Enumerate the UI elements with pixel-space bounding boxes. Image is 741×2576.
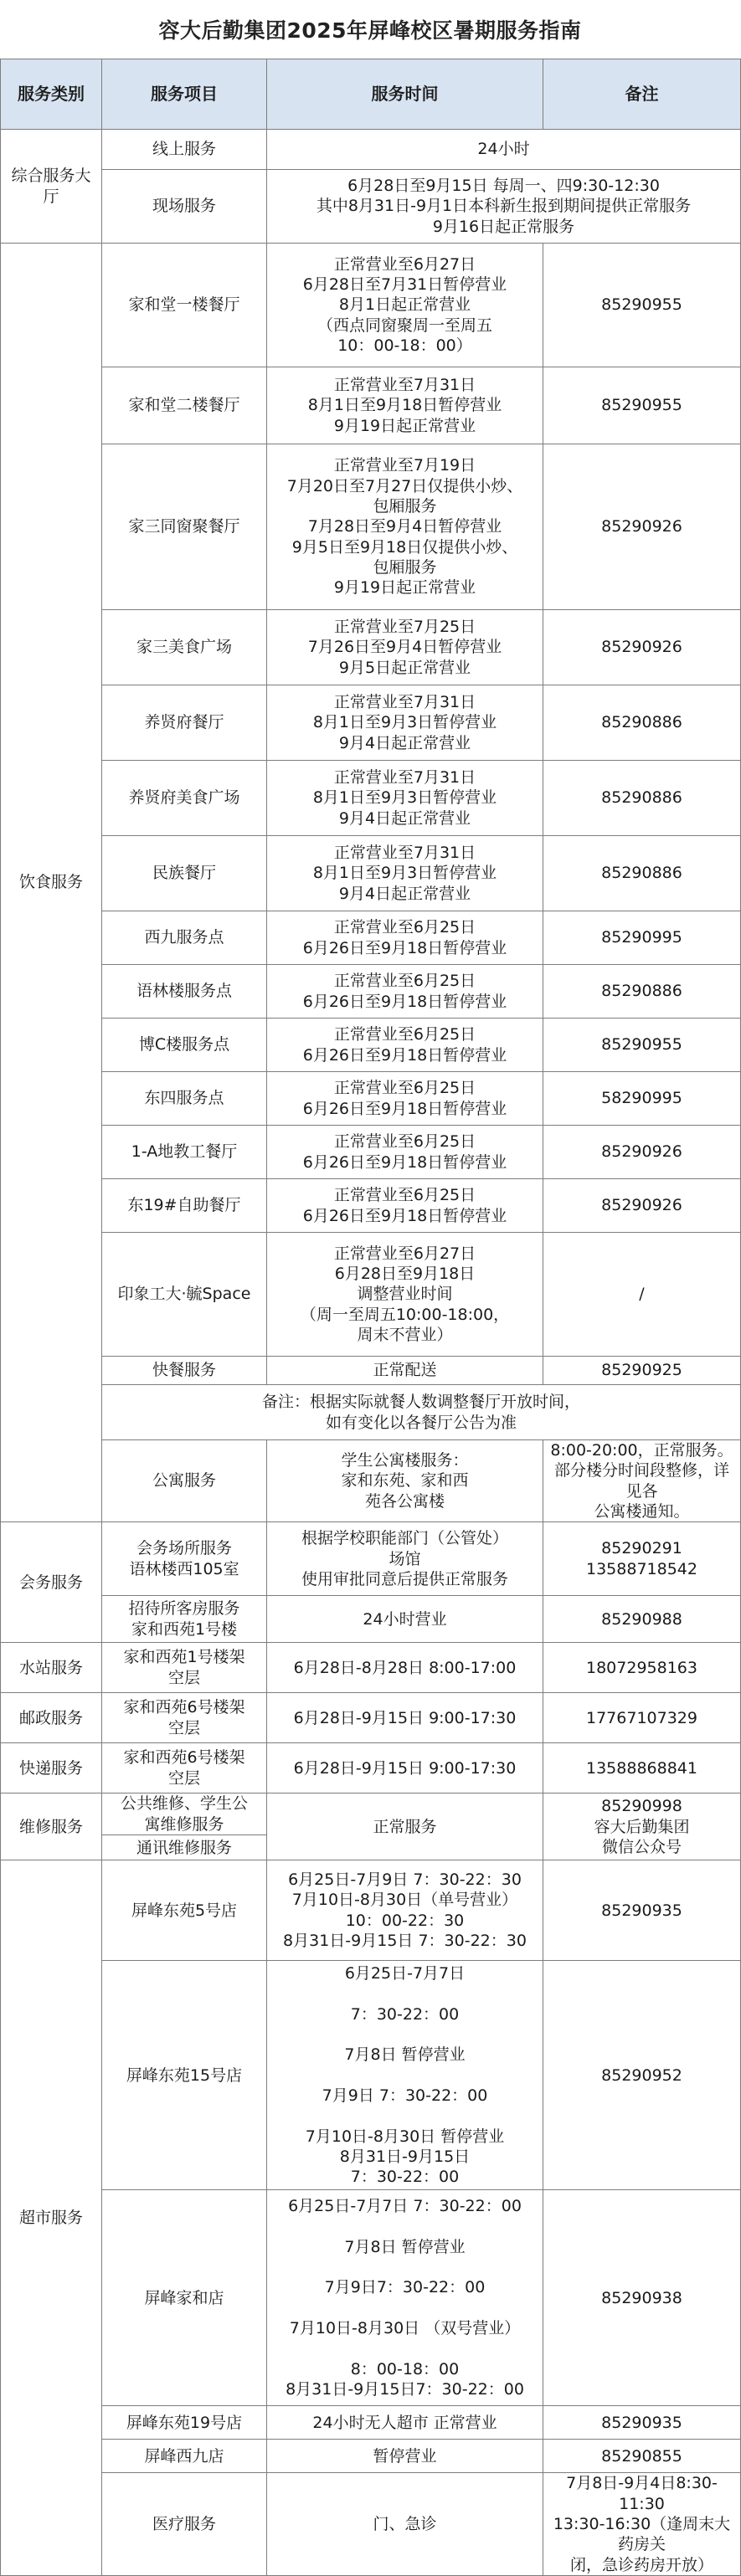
service-time: 正常营业至7月25日 7月26日至9月4日暂停营业 9月5日起正常营业	[267, 610, 543, 685]
service-item: 屏峰家和店	[102, 2190, 267, 2406]
table-row	[1, 1126, 741, 1179]
service-note: 85290291 13588718542	[543, 1522, 741, 1596]
table-row	[1, 1179, 741, 1233]
table-body	[1, 130, 741, 2576]
service-note: 85290938	[543, 2190, 741, 2406]
service-item: 门、急诊	[267, 2473, 543, 2576]
service-time: 正常营业至7月31日 8月1日至9月18日暂停营业 9月19日起正常营业	[267, 367, 543, 444]
service-item: 学生公寓楼服务： 家和东苑、家和西 苑各公寓楼	[267, 1440, 543, 1522]
service-category: 维修服务	[1, 1793, 102, 1860]
service-note: 85290952	[543, 1961, 741, 2190]
service-item: 家三同窗聚餐厅	[102, 444, 267, 610]
service-item: 屏峰东苑5号店	[102, 1860, 267, 1961]
service-category: 快递服务	[1, 1743, 102, 1793]
service-note: 85290926	[543, 610, 741, 685]
service-item: 通讯维修服务	[102, 1835, 267, 1860]
service-item: 博C楼服务点	[102, 1019, 267, 1072]
table-row	[1, 1743, 741, 1793]
service-item: 屏峰西九店	[102, 2440, 267, 2473]
table-row	[1, 244, 741, 367]
service-category: 医疗服务	[102, 2473, 267, 2576]
service-time: 7月8日-9月4日8:30-11:30 13:30-16:30（逢周末大药房关 闭，急诊药房开放）	[543, 2473, 741, 2576]
table-row	[1, 1440, 741, 1522]
memo-cell: 备注：根据实际就餐人数调整餐厅开放时间， 如有变化以各餐厅公告为准	[102, 1385, 741, 1440]
table-row	[1, 1385, 741, 1440]
table-row	[1, 836, 741, 911]
table-row	[1, 130, 741, 170]
service-note: 85290855	[543, 2440, 741, 2473]
table-row	[1, 2440, 741, 2473]
table-row	[1, 1793, 741, 1835]
service-item: 养贤府美食广场	[102, 761, 267, 836]
table-row	[1, 2473, 741, 2576]
service-category: 饮食服务	[1, 244, 102, 1522]
service-time: 24小时	[267, 130, 741, 170]
service-item: 家和西苑6号楼架 空层	[102, 1743, 267, 1793]
service-item: 民族餐厅	[102, 836, 267, 911]
service-note: 85290886	[543, 836, 741, 911]
service-item: 现场服务	[102, 170, 267, 244]
service-note: 85290886	[543, 685, 741, 761]
table-row	[1, 1596, 741, 1643]
table-row	[1, 1643, 741, 1693]
service-time: 6月28日-8月28日 8:00-17:00	[267, 1643, 543, 1693]
service-item: 家和堂二楼餐厅	[102, 367, 267, 444]
service-item: 东19#自助餐厅	[102, 1179, 267, 1233]
service-item: 线上服务	[102, 130, 267, 170]
service-category: 会务服务	[1, 1522, 102, 1643]
service-time: 6月25日-7月7日 7：30-22：00 7月8日 暂停营业 7月9日 7：30-22：00 7月10日-8月30日 暂停营业 8月31日-9月15日 7：30-22：00	[267, 1961, 543, 2190]
service-note: 85290998 容大后勤集团 微信公众号	[543, 1793, 741, 1860]
service-note: 18072958163	[543, 1643, 741, 1693]
header-item: 服务项目	[102, 59, 267, 130]
service-guide-table	[0, 59, 741, 2576]
service-note: 85290926	[543, 1179, 741, 1233]
service-note: /	[543, 1233, 741, 1357]
header-time: 服务时间	[267, 59, 543, 130]
service-time: 正常营业至6月27日 6月28日至9月18日 调整营业时间 （周一至周五10:00-18:00， 周末不营业）	[267, 1233, 543, 1357]
service-category: 超市服务	[1, 1860, 102, 2576]
service-time: 正常营业至6月25日 6月26日至9月18日暂停营业	[267, 1072, 543, 1126]
service-note: 85290988	[543, 1596, 741, 1643]
service-time: 8:00-20:00，正常服务。 部分楼分时间段整修，详见各 公寓楼通知。	[543, 1440, 741, 1522]
service-note: 13588868841	[543, 1743, 741, 1793]
service-time: 根据学校职能部门（公管处） 场馆 使用审批同意后提供正常服务	[267, 1522, 543, 1596]
service-time: 24小时营业	[267, 1596, 543, 1643]
service-time: 24小时无人超市 正常营业	[267, 2406, 543, 2440]
table-row	[1, 1522, 741, 1596]
table-row	[1, 911, 741, 965]
service-time: 正常配送	[267, 1357, 543, 1385]
table-row	[1, 610, 741, 685]
table-row	[1, 1961, 741, 2190]
service-note: 85290926	[543, 1126, 741, 1179]
service-item: 家和西苑6号楼架 空层	[102, 1693, 267, 1743]
table-row	[1, 1019, 741, 1072]
service-note: 85290955	[543, 1019, 741, 1072]
service-item: 屏峰东苑15号店	[102, 1961, 267, 2190]
service-time: 正常营业至6月25日 6月26日至9月18日暂停营业	[267, 911, 543, 965]
service-time: 正常服务	[267, 1793, 543, 1860]
service-item: 会务场所服务 语林楼西105室	[102, 1522, 267, 1596]
service-time: 正常营业至7月19日 7月20日至7月27日仅提供小炒、 包厢服务 7月28日至9月4日暂停营业 9月5日至9月18日仅提供小炒、 包厢服务 9月19日起正常营业	[267, 444, 543, 610]
service-note: 85290886	[543, 965, 741, 1019]
service-note: 85290925	[543, 1357, 741, 1385]
service-note: 85290935	[543, 2406, 741, 2440]
table-row	[1, 1233, 741, 1357]
service-time: 暂停营业	[267, 2440, 543, 2473]
table-row	[1, 1860, 741, 1961]
service-note: 85290926	[543, 444, 741, 610]
service-item: 西九服务点	[102, 911, 267, 965]
service-time: 6月25日-7月7日 7：30-22：00 7月8日 暂停营业 7月9日7：30-22：00 7月10日-8月30日 （双号营业） 8：00-18：00 8月31日-9月15日7：30-22：00	[267, 2190, 543, 2406]
service-category: 综合服务大厅	[1, 130, 102, 244]
table-row	[1, 2406, 741, 2440]
service-note: 85290995	[543, 911, 741, 965]
service-time: 正常营业至6月25日 6月26日至9月18日暂停营业	[267, 1126, 543, 1179]
service-category: 水站服务	[1, 1643, 102, 1693]
service-item: 公共维修、学生公 寓维修服务	[102, 1793, 267, 1835]
table-row	[1, 1693, 741, 1743]
header-category: 服务类别	[1, 59, 102, 130]
service-time: 6月25日-7月9日 7：30-22：30 7月10日-8月30日（单号营业） 10：00-22：30 8月31日-9月15日 7：30-22：30	[267, 1860, 543, 1961]
service-item: 招待所客房服务 家和西苑1号楼	[102, 1596, 267, 1643]
service-category: 邮政服务	[1, 1693, 102, 1743]
service-note: 85290955	[543, 244, 741, 367]
service-time: 正常营业至6月25日 6月26日至9月18日暂停营业	[267, 1179, 543, 1233]
service-item: 屏峰东苑19号店	[102, 2406, 267, 2440]
service-time: 6月28日-9月15日 9:00-17:30	[267, 1693, 543, 1743]
service-item: 养贤府餐厅	[102, 685, 267, 761]
header-row	[1, 59, 741, 130]
service-note: 85290935	[543, 1860, 741, 1961]
header-note: 备注	[543, 59, 741, 130]
service-time: 6月28日-9月15日 9:00-17:30	[267, 1743, 543, 1793]
service-time: 正常营业至7月31日 8月1日至9月3日暂停营业 9月4日起正常营业	[267, 761, 543, 836]
table-row	[1, 367, 741, 444]
table-row	[1, 1072, 741, 1126]
service-note: 58290995	[543, 1072, 741, 1126]
table-row	[1, 170, 741, 244]
page-title: 容大后勤集团2025年屏峰校区暑期服务指南	[158, 18, 582, 43]
table-row	[1, 965, 741, 1019]
service-note: 85290886	[543, 761, 741, 836]
service-time: 正常营业至7月31日 8月1日至9月3日暂停营业 9月4日起正常营业	[267, 685, 543, 761]
service-note: 85290955	[543, 367, 741, 444]
service-time: 正常营业至7月31日 8月1日至9月3日暂停营业 9月4日起正常营业	[267, 836, 543, 911]
service-time: 正常营业至6月27日 6月28日至7月31日暂停营业 8月1日起正常营业 （西点同窗聚周一至周五 10：00-18：00）	[267, 244, 543, 367]
service-item: 家和西苑1号楼架 空层	[102, 1643, 267, 1693]
service-item: 东四服务点	[102, 1072, 267, 1126]
table-row	[1, 761, 741, 836]
table-row	[1, 444, 741, 610]
table-row	[1, 1357, 741, 1385]
service-item: 家和堂一楼餐厅	[102, 244, 267, 367]
service-item: 家三美食广场	[102, 610, 267, 685]
service-item: 印象工大·毓Space	[102, 1233, 267, 1357]
table-row	[1, 685, 741, 761]
service-item: 1-A地教工餐厅	[102, 1126, 267, 1179]
service-time: 6月28日至9月15日 每周一、四9:30-12:30 其中8月31日-9月1日本科新生报到期间提供正常服务 9月16日起正常服务	[267, 170, 741, 244]
service-time: 正常营业至6月25日 6月26日至9月18日暂停营业	[267, 965, 543, 1019]
service-note: 17767107329	[543, 1693, 741, 1743]
service-category: 公寓服务	[102, 1440, 267, 1522]
service-item: 语林楼服务点	[102, 965, 267, 1019]
service-item: 快餐服务	[102, 1357, 267, 1385]
table-row	[1, 2190, 741, 2406]
service-time: 正常营业至6月25日 6月26日至9月18日暂停营业	[267, 1019, 543, 1072]
